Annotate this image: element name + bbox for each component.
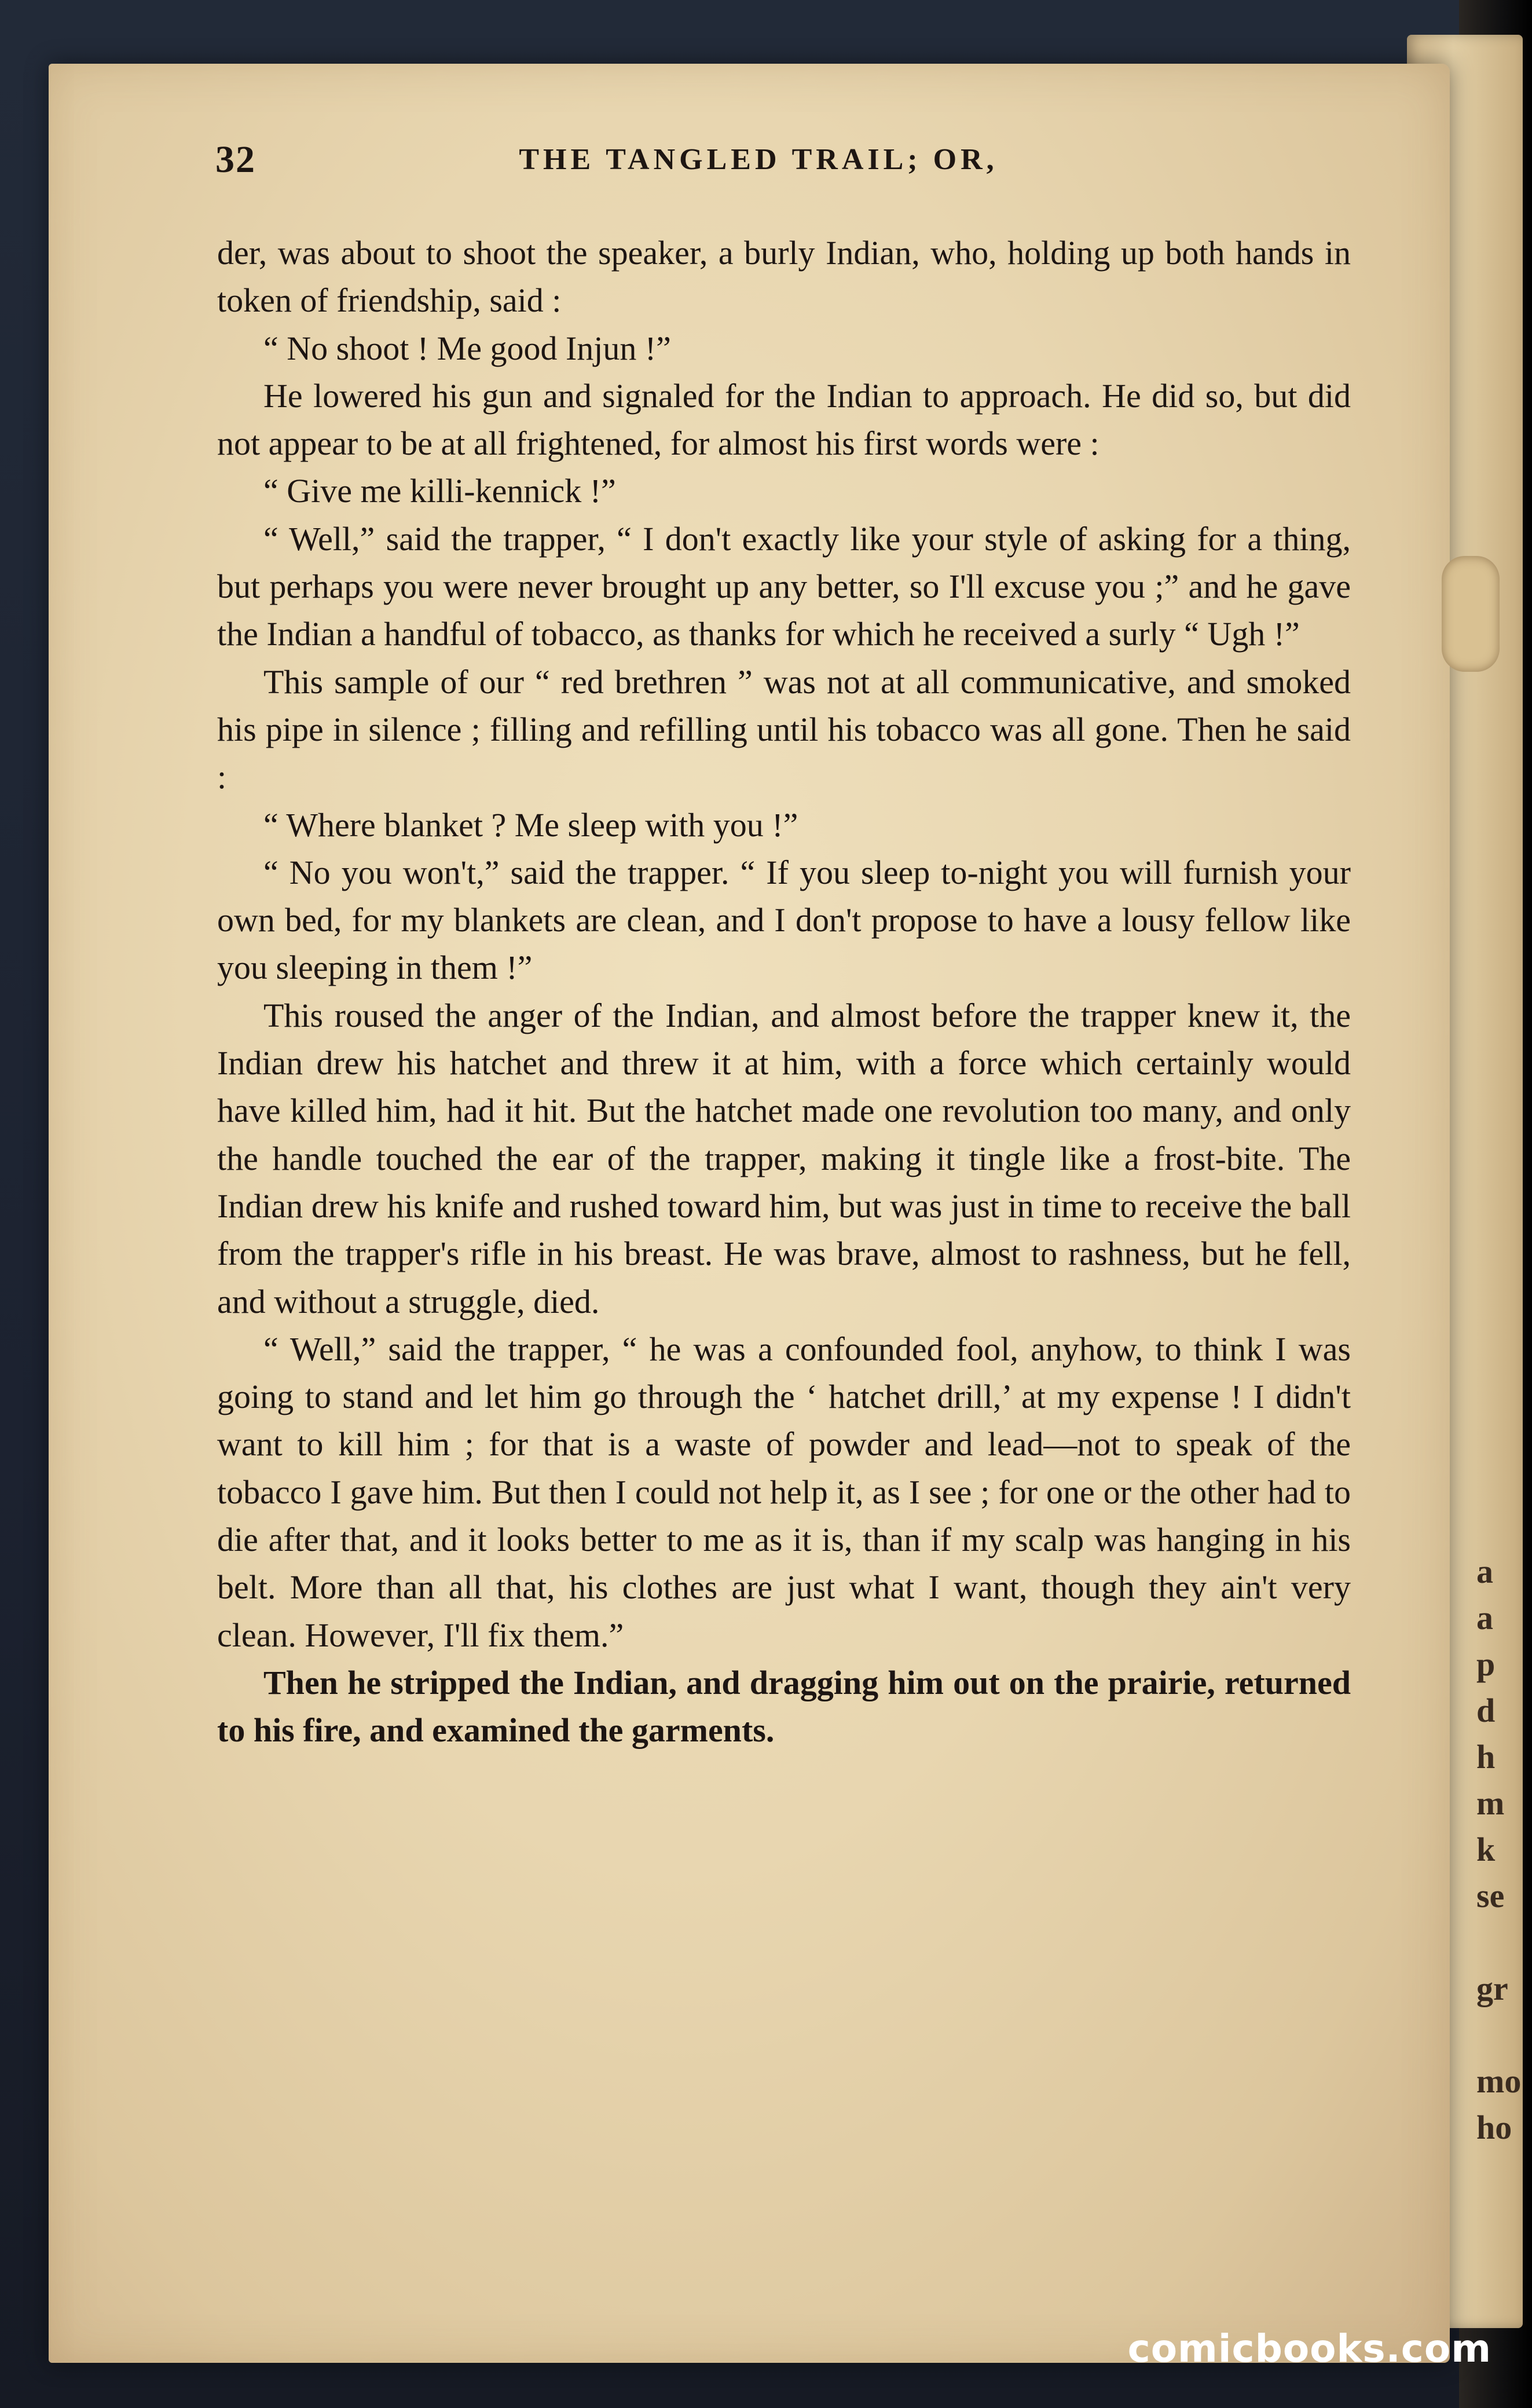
page-number: 32 — [215, 138, 256, 181]
adjacent-page-fragment: a — [1476, 1553, 1493, 1590]
adjacent-page-fragment: p — [1476, 1645, 1496, 1683]
adjacent-page-fragment: d — [1476, 1692, 1496, 1729]
paragraph: der, was about to shoot the speaker, a burly Indian, who, holding up both hands in token of friendship, said : — [217, 234, 1351, 320]
paragraph: “ Well,” said the trapper, “ he was a confounded fool, anyhow, to think I was going to stand and let him go through the ‘ hatchet drill,’ at my expense ! I didn't want to kill him ; for that is a waste of powder and lead—not to speak of the tobacco I gave him. But then I could not help it, as I see ; for one or the other had to die after that, and it looks better to me as it is, than if my scalp was hanging in his belt. More than all that, his clothes are just what I want, though they ain't very clean. However, I'll fix them.” — [217, 1330, 1351, 1654]
paragraph: He lowered his gun and signaled for the Indian to approach. He did so, but did not appear to be at all frightened, for almost his first words were : — [217, 376, 1351, 463]
adjacent-page-fragment: se — [1476, 1877, 1505, 1915]
paragraph: This roused the anger of the Indian, and almost before the trapper knew it, the Indian drew his hatchet and threw it at him, with a force which certainly would have killed him, had it hit. But the hatchet made one revolution too many, and only the handle touched the ear of the trapper, making it tingle like a frost-bite. The Indian drew his knife and rushed toward him, but was just in time to receive the ball from the trapper's rifle in his breast. He was brave, almost to rashness, but he fell, and without a struggle, died. — [217, 996, 1351, 1320]
adjacent-page-fragment: m — [1476, 1784, 1505, 1822]
paragraph: “ No shoot ! Me good Injun !” — [263, 329, 671, 367]
adjacent-page-fragment: h — [1476, 1738, 1496, 1776]
paragraph: “ No you won't,” said the trapper. “ If you sleep to-night you will furnish your own bed, for my blankets are clean, and I don't propose to have a lousy fellow like you sleeping in them !” — [217, 853, 1351, 987]
paragraph: Then he stripped the Indian, and dragging him out on the prairie, returned to his fire, and examined the garments. — [217, 1663, 1351, 1750]
page-body — [217, 229, 1351, 1755]
adjacent-page-fragment: mo — [1476, 2062, 1522, 2100]
watermark: comicbooks.com — [1127, 2326, 1491, 2371]
page-tear — [1442, 556, 1500, 672]
adjacent-page-fragment: ho — [1476, 2109, 1512, 2146]
running-head: THE TANGLED TRAIL; OR, — [519, 143, 998, 176]
adjacent-page-fragment: a — [1476, 1599, 1493, 1637]
paragraph: This sample of our “ red brethren ” was not at all communicative, and smoked his pipe in silence ; filling and refilling until his tobacco was all gone. Then he said : — [217, 663, 1351, 796]
paragraph: “ Well,” said the trapper, “ I don't exactly like your style of asking for a thing, but perhaps you were never brought up any better, so I'll excuse you ;” and he gave the Indian a handful of tobacco, as thanks for which he received a surly “ Ugh !” — [217, 519, 1351, 653]
adjacent-page-fragment: k — [1476, 1831, 1496, 1868]
paragraph: “ Give me killi-kennick !” — [263, 472, 616, 510]
page-header — [168, 138, 1349, 190]
adjacent-page-fragment: gr — [1476, 1970, 1508, 2007]
paragraph: “ Where blanket ? Me sleep with you !” — [263, 806, 798, 844]
